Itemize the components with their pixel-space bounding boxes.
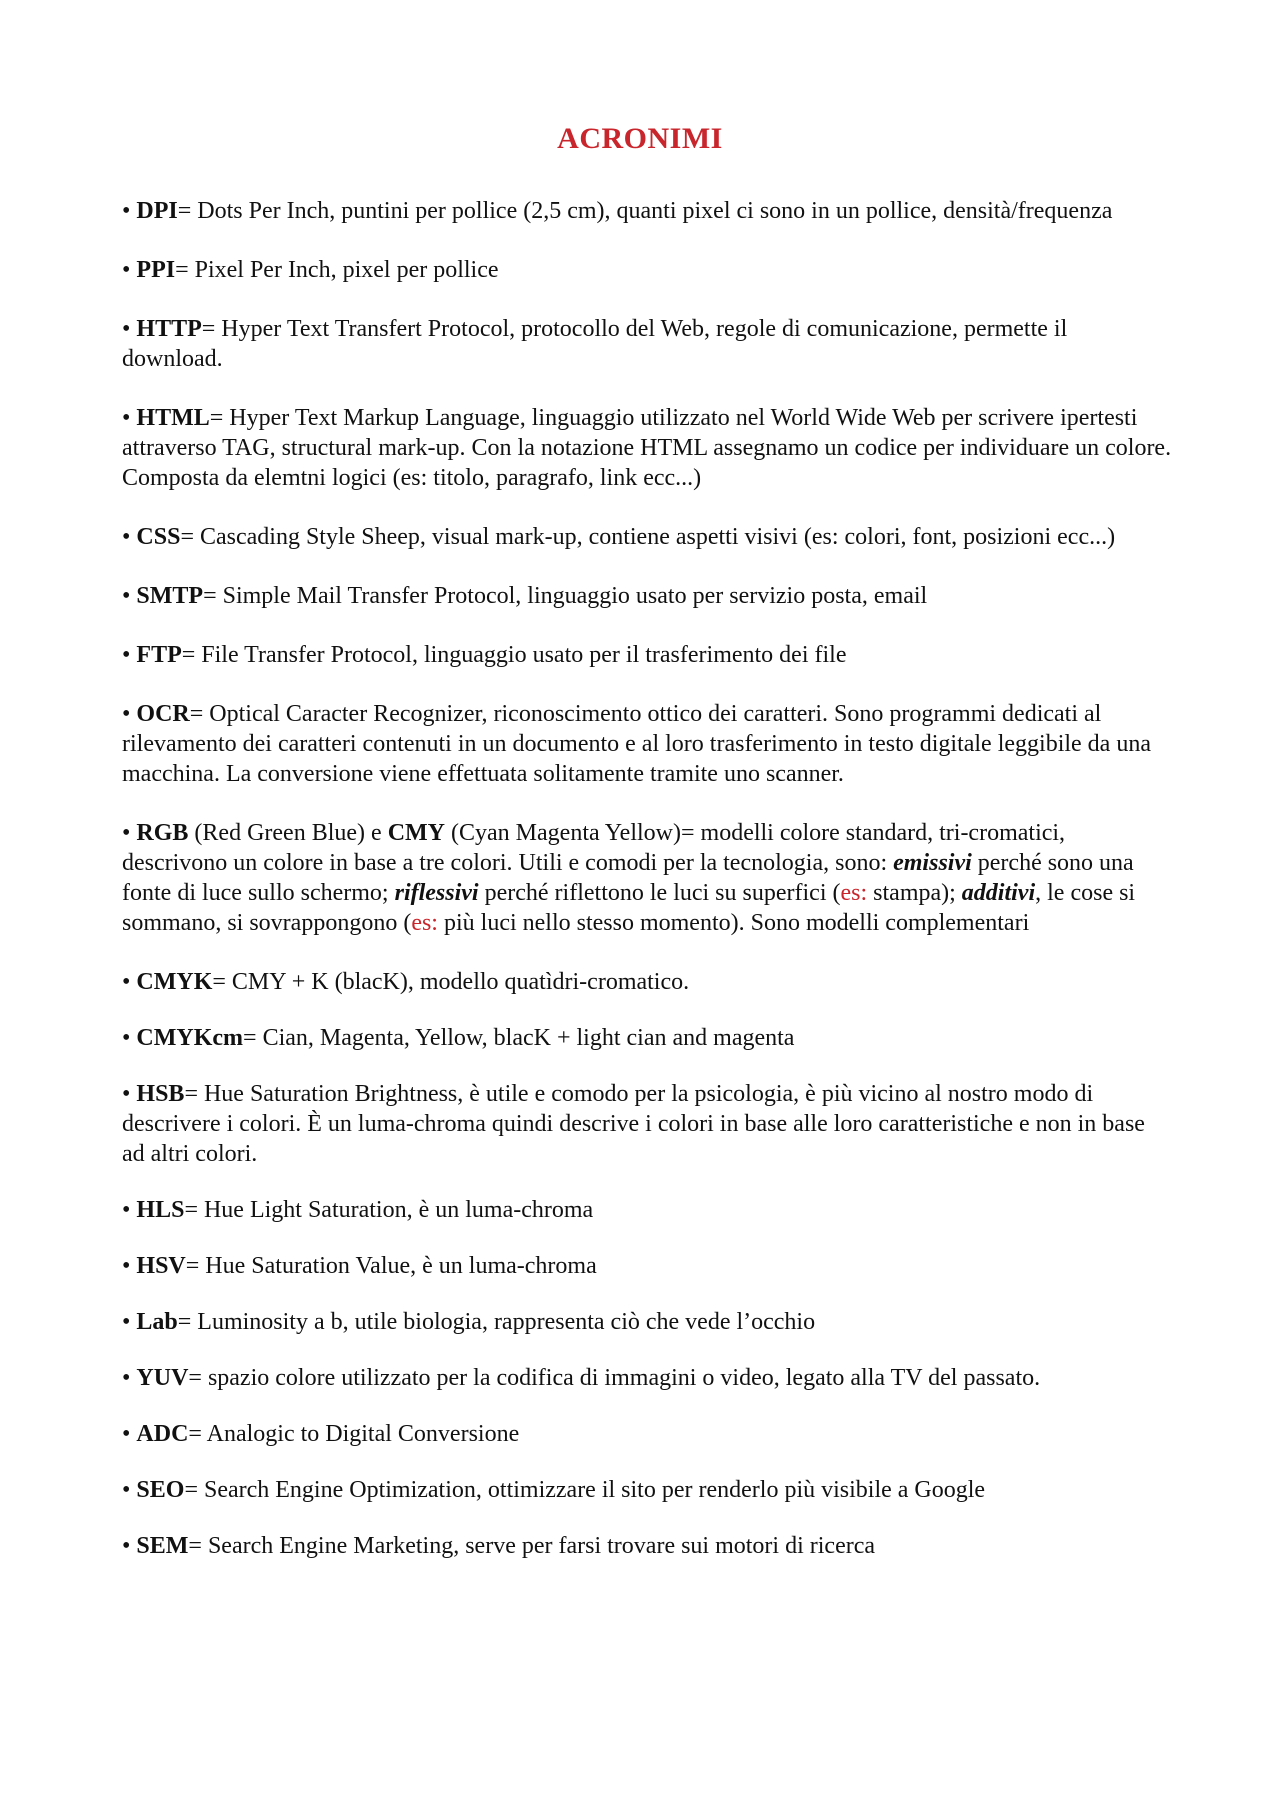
term: HTTP: [136, 316, 202, 342]
entry-cmyk: [122, 967, 1172, 997]
bullet: •: [122, 198, 131, 224]
bullet: •: [122, 1253, 131, 1279]
definition: = File Transfer Protocol, linguaggio usato per il trasferimento dei file: [181, 642, 847, 668]
bullet: •: [122, 1081, 131, 1107]
entry-sem: [122, 1531, 1172, 1561]
example-label: es:: [840, 880, 868, 906]
term: HSV: [136, 1253, 186, 1279]
term: DPI: [136, 198, 178, 224]
term: OCR: [136, 701, 190, 727]
entry-hsb: [122, 1079, 1172, 1169]
entry-ocr: [122, 699, 1172, 789]
term: SEO: [136, 1477, 185, 1503]
entry-smtp: [122, 581, 1172, 611]
page-title: ACRONIMI: [557, 122, 723, 155]
definition: = Optical Caracter Recognizer, riconoscimento ottico dei caratteri. Sono programmi dedicati al rilevamento dei caratteri contenuti in un documento e al loro trasferimento in testo digitale leggibile da una macchina. La conversione viene effettuata solitamente tramite uno scanner.: [122, 701, 1151, 787]
term: FTP: [136, 642, 182, 668]
entry-hsv: [122, 1251, 1172, 1281]
definition: = Dots Per Inch, puntini per pollice (2,5 cm), quanti pixel ci sono in un pollice, densità/frequenza: [177, 198, 1113, 224]
definition: = Analogic to Digital Conversione: [188, 1421, 520, 1447]
emphasis-riflessivi: riflessivi: [394, 880, 479, 906]
entry-hls: [122, 1195, 1172, 1225]
bullet: •: [122, 1533, 131, 1559]
term: Lab: [136, 1309, 178, 1335]
bullet: •: [122, 257, 131, 283]
bullet: •: [122, 820, 131, 846]
definition: = Hue Light Saturation, è un luma-chroma: [184, 1197, 594, 1223]
definition: = CMY + K (blacK), modello quatìdri-cromatico.: [212, 969, 690, 995]
bullet: •: [122, 1421, 131, 1447]
definition: = spazio colore utilizzato per la codifica di immagini o video, legato alla TV del passato.: [188, 1365, 1041, 1391]
term: HLS: [136, 1197, 185, 1223]
bullet: •: [122, 1365, 131, 1391]
bullet: •: [122, 1477, 131, 1503]
entry-ppi: [122, 255, 1172, 285]
bullet: •: [122, 405, 131, 431]
term: HTML: [136, 405, 210, 431]
term: PPI: [136, 257, 176, 283]
bullet: •: [122, 583, 131, 609]
definition: = Luminosity a b, utile biologia, rappresenta ciò che vede l’occhio: [177, 1309, 816, 1335]
definition-part: stampa);: [867, 880, 962, 906]
definition: = Search Engine Optimization, ottimizzare il sito per renderlo più visibile a Google: [184, 1477, 986, 1503]
term: CMYKcm: [136, 1025, 244, 1051]
definition: = Hyper Text Markup Language, linguaggio utilizzato nel World Wide Web per scrivere ipertesti attraverso TAG, structural mark-up. Con la notazione HTML assegnamo un codice per individuare un colore. Composta da elemtni logici (es: titolo, paragrafo, link ecc...): [122, 405, 1172, 491]
bullet: •: [122, 316, 131, 342]
definition: = Hue Saturation Brightness, è utile e comodo per la psicologia, è più vicino al nostro modo di descrivere i colori. È un luma-chroma quindi descrive i colori in base alle loro caratteristiche e non in base ad altri colori.: [122, 1081, 1145, 1167]
entry-http: [122, 314, 1172, 374]
term: CSS: [136, 524, 181, 550]
term: SMTP: [136, 583, 204, 609]
bullet: •: [122, 701, 131, 727]
emphasis-additivi: additivi: [961, 880, 1036, 906]
definition-part: (Red Green Blue) e: [188, 820, 388, 846]
entry-seo: [122, 1475, 1172, 1505]
definition: = Simple Mail Transfer Protocol, linguaggio usato per servizio posta, email: [203, 583, 928, 609]
term: ADC: [136, 1421, 189, 1447]
bullet: •: [122, 1025, 131, 1051]
definition-part: perché sono una fonte di luce sullo schermo;: [122, 850, 1134, 906]
emphasis-emissivi: emissivi: [893, 850, 972, 876]
definition: = Pixel Per Inch, pixel per pollice: [175, 257, 499, 283]
bullet: •: [122, 969, 131, 995]
definition-part: (Cyan Magenta Yellow)= modelli colore standard, tri-cromatici, descrivono un colore in base a tre colori. Utili e comodi per la tecnologia, sono:: [122, 820, 1066, 876]
entry-dpi: [122, 196, 1172, 226]
entry-yuv: [122, 1363, 1172, 1393]
definition: = Cian, Magenta, Yellow, blacK + light cian and magenta: [243, 1025, 795, 1051]
definition: = Hyper Text Transfert Protocol, protocollo del Web, regole di comunicazione, permette il download.: [122, 316, 1068, 372]
definition-part: perché riflettono le luci su superfici (: [478, 880, 841, 906]
entry-html: [122, 403, 1172, 493]
term: HSB: [136, 1081, 185, 1107]
term: SEM: [136, 1533, 189, 1559]
acronym-list: [122, 196, 1172, 1561]
entry-adc: [122, 1419, 1172, 1449]
definition-part: , le cose si sommano, si sovrappongono (: [122, 880, 1136, 936]
bullet: •: [122, 1197, 131, 1223]
term: YUV: [136, 1365, 189, 1391]
definition: = Cascading Style Sheep, visual mark-up, contiene aspetti visivi (es: colori, font, posizioni ecc...): [180, 524, 1116, 550]
definition: = Search Engine Marketing, serve per farsi trovare sui motori di ricerca: [188, 1533, 876, 1559]
example-label: es:: [411, 910, 438, 936]
bullet: •: [122, 1309, 131, 1335]
entry-cmykcm: [122, 1023, 1172, 1053]
entry-rgb-cmy: [122, 818, 1172, 938]
bullet: •: [122, 524, 131, 550]
term: CMYK: [136, 969, 213, 995]
definition-part: più luci nello stesso momento). Sono modelli complementari: [437, 910, 1030, 936]
entry-lab: [122, 1307, 1172, 1337]
term-rgb: RGB: [136, 820, 189, 846]
bullet: •: [122, 642, 131, 668]
entry-ftp: [122, 640, 1172, 670]
definition: = Hue Saturation Value, è un luma-chroma: [185, 1253, 597, 1279]
term-cmy: CMY: [387, 820, 446, 846]
entry-css: [122, 522, 1172, 552]
